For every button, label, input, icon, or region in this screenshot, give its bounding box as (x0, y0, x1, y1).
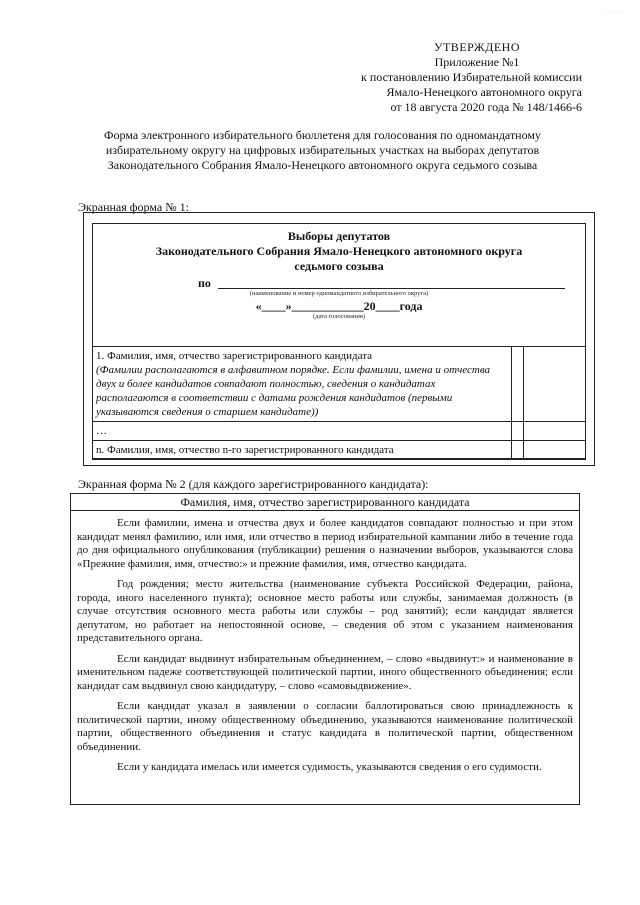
candidate-row-1-text (92, 347, 510, 421)
voting-date-caption: (дата голосования) (312, 313, 366, 320)
candidate-row-1-checkbox[interactable] (523, 347, 574, 421)
candidate-info-body (71, 511, 579, 775)
candidate-table (92, 346, 586, 460)
info-paragraph-previous-names: Если фамилии, имена и отчества двух и более кандидатов совпадают полностью и при этом кандидат менял фамилию, или имя, или отчество в период избирательной кампании либо в течение года до дня официального опубликования (публикации) решения о назначении выборов, указываются слова «Прежние фамилия, имя, отчество:» и прежние фамилия, имя, отчество кандидата. (77, 517, 573, 570)
resolution-line-1: к постановлению Избирательной комиссии (361, 70, 582, 84)
appendix-number: Приложение №1 (434, 55, 520, 69)
document-title-line-2: избирательному округу на цифровых избирательных участках на выборах депутатов (105, 143, 540, 157)
ballot-heading-line-2: Законодательного Собрания Ямало-Ненецкого автономного округа (155, 244, 523, 258)
info-paragraph-nomination: Если кандидат выдвинут избирательным объединением, – слово «выдвинут:» и наименование в именительном падеже соответствующей политической партии, иного общественного объединения; если кандидат сам выдвинул свою кандидатуру, – слово «самовыдвижение». (77, 652, 573, 692)
resolution-line-3: от 18 августа 2020 года № 148/1466-6 (390, 100, 582, 114)
candidate-row-1-title: 1. Фамилия, имя, отчество зарегистрированного кандидата (96, 350, 373, 362)
candidate-row-ellipsis-mark-column (511, 422, 586, 440)
candidate-row-1-mark-column (511, 347, 586, 421)
ballot-heading-line-1: Выборы депутатов (287, 229, 391, 243)
screen-form-1 (83, 212, 595, 466)
ballot-heading-line-3: седьмого созыва (294, 259, 384, 273)
candidate-row-ellipsis (92, 422, 586, 441)
info-paragraph-party-affiliation: Если кандидат указал в заявлении о согласии баллотироваться свою принадлежность к политической партии, иному общественному объединению, указываются наименование политической партии, общественного объединения и статус кандидата в политической партии, общественном объединении. (77, 700, 573, 753)
screen-form-2 (70, 493, 580, 805)
info-paragraph-biography: Год рождения; место жительства (наименование субъекта Российской Федерации, района, города, иного населенного пункта); основное место работы или службы, занимаемая должность (в случае отсутствия основного места работы или службы – род занятий); если кандидат является депутатом, но работает на непостоянной основе, – сведения об этом с указанием наименования представительного органа. (77, 578, 573, 644)
candidate-row-ellipsis-checkbox[interactable] (523, 422, 574, 440)
district-underline (218, 288, 565, 289)
district-caption: (наименование и номер одномандатного избирательного округа) (249, 290, 429, 297)
document-title (60, 128, 585, 173)
resolution-line-2: Ямало-Ненецкого автономного округа (386, 85, 582, 99)
candidate-row-n (92, 441, 586, 460)
candidate-name-heading: Фамилия, имя, отчество зарегистрированного кандидата (71, 494, 579, 511)
candidate-row-ellipsis-text: … (96, 425, 107, 437)
district-row (93, 276, 585, 290)
ballot-frame (92, 223, 586, 459)
candidate-row-1 (92, 347, 586, 422)
voting-date-line: «____»____________20____года (255, 299, 423, 313)
candidate-row-n-mark-column (511, 441, 586, 459)
candidate-row-n-title: n. Фамилия, имя, отчество n-го зарегистрированного кандидата (96, 444, 394, 456)
district-prefix: по (198, 276, 211, 290)
approved-stamp: УТВЕРЖДЕНО (433, 40, 520, 54)
document-title-line-1: Форма электронного избирательного бюллетеня для голосования по одномандатному (104, 128, 541, 142)
candidate-row-1-note: (Фамилии располагаются в алфавитном порядке. Если фамилии, имена и отчества двух и более кандидатов совпадают полностью, сведения о кандидатах располагаются в соответствии с датами рождения кандидатов (первыми указываются сведения о старшем кандидате)) (96, 364, 491, 418)
document-title-line-3: Законодательного Собрания Ямало-Ненецкого автономного округа седьмого созыва (107, 158, 538, 172)
info-paragraph-criminal-record: Если у кандидата имелась или имеется судимость, указываются сведения о его судимости. (117, 761, 542, 773)
candidate-row-n-checkbox[interactable] (523, 441, 574, 459)
form1-label: Экранная форма № 1: (78, 200, 189, 214)
form2-label: Экранная форма № 2 (для каждого зарегистрированного кандидата): (78, 477, 429, 491)
scan-mark: · · · · · (606, 10, 622, 16)
ballot-heading (93, 229, 585, 274)
approval-block (292, 40, 582, 115)
